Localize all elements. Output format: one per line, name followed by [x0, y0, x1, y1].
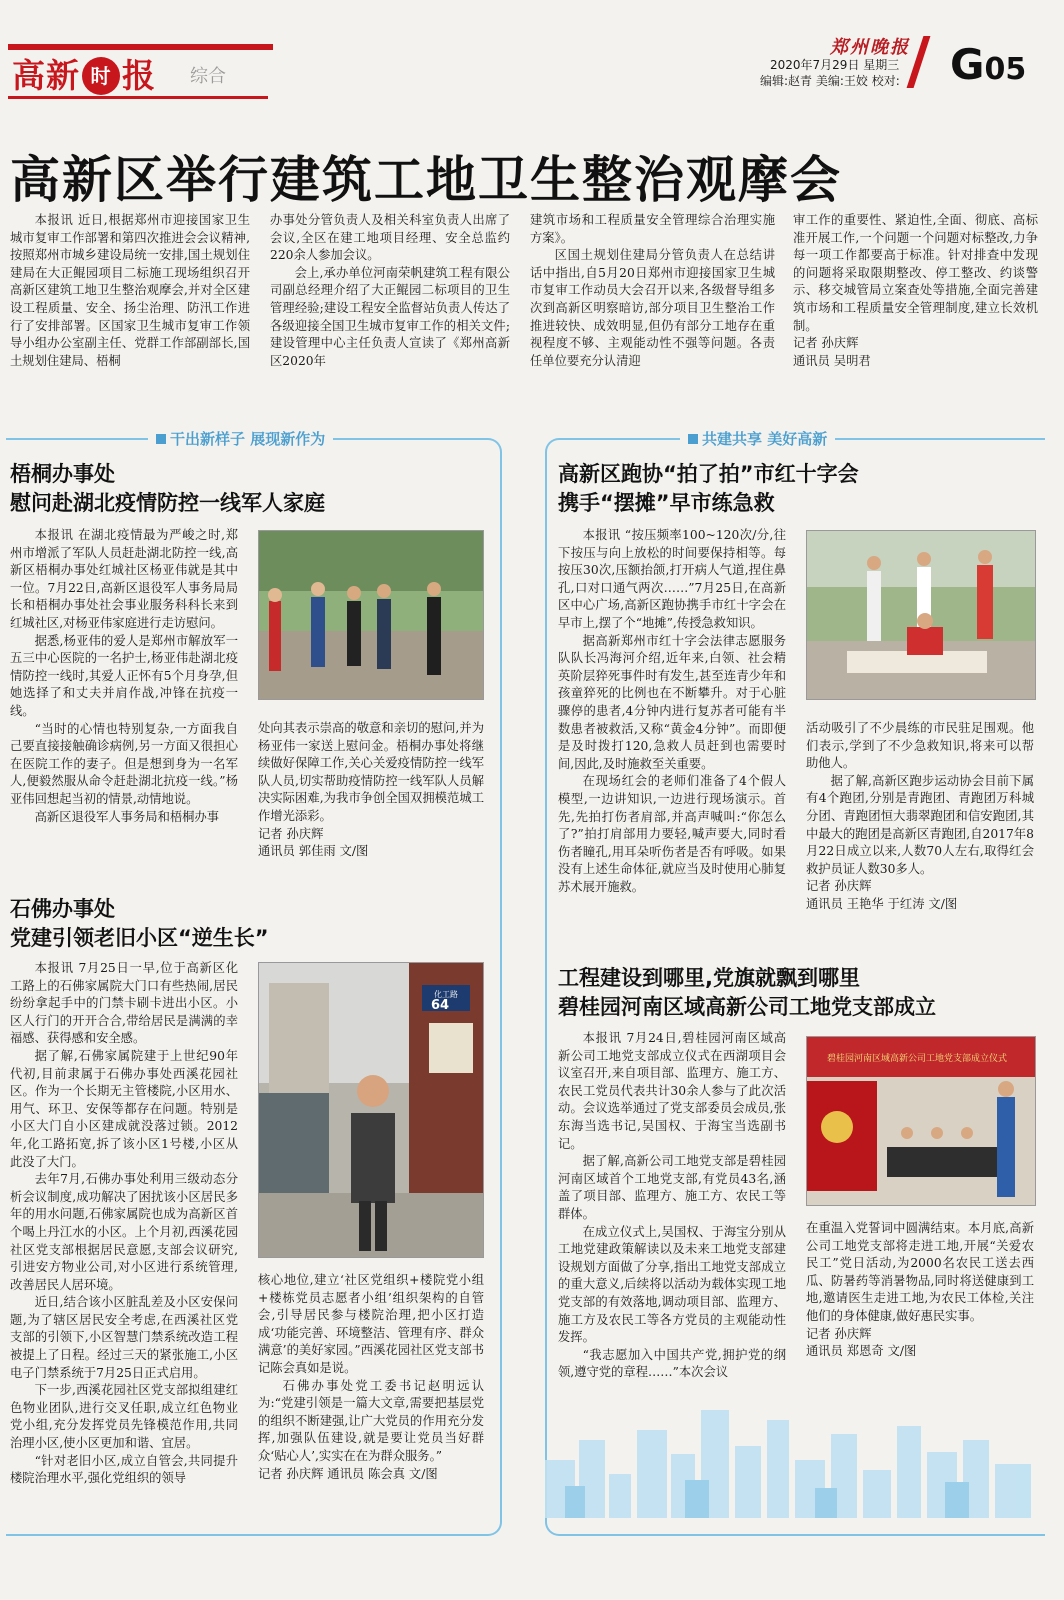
street-sign-number: 64 — [431, 998, 450, 1013]
lead-headline: 高新区举行建筑工地卫生整治观摩会 — [10, 151, 842, 209]
story-firstaid-correspondent: 通讯员 王艳华 于红涛 文/图 — [806, 896, 958, 911]
story-firstaid-col-1: 本报讯 “按压频率100~120次/分,往下按压与向上放松的时间要保持相等。每按压30次,压额抬颌,打开病人气道,捏住鼻孔,口对口通气两次……”7月25日,在高新区中心广场,高新区跑协携手市红十字会在早市上,摆了个“地摊”,传授急救知识。 据高新郑州市红十字会法律志愿服务队队长冯海河介绍,近年来,白领、社会精英阶层猝死事件时有发生,甚至连青少年和孩童猝死的比例也在不断攀升。对于心脏骤停的患者,4分钟内进行复苏者可能有半数患者被救活,又称“黄金4分钟”。而即便是及时拨打120,急救人员赶到也需要时间,因此,及时施救至关重要。 在现场红会的老师们准备了4个假人模型,一边讲知识,一边进行现场演示。首先,先拍打伤者肩部,并高声喊叫:“你怎么了?”拍打肩部用力要轻,喊声要大,同时看伤者瞳孔,用耳朵听伤者是否有呼吸。如果没有上述生命体征,就应当及时使用心肺复苏术展开施救。 — [558, 528, 786, 894]
story-shifo-headline: 石佛办事处 党建引领老旧小区“逆生长” — [10, 897, 269, 950]
story-shifo-credit: 记者 孙庆辉 通讯员 陈会真 文/图 — [258, 1466, 438, 1481]
story-partybranch-col-2: 在重温入党誓词中圆满结束。本月底,高新公司工地党支部将走进工地,开展“关爱农民工”党日活动,为2000名农民工送去西瓜、防暑药等消暑物品,同时将送健康到工地,邀请医生走进工地,为农民工体检,关注他们的身体健康,做好惠民实事。 记者 孙庆辉 通讯员 郑恩奇 文/图 — [806, 1220, 1034, 1361]
editor-credits: 编辑:赵青 美编:王姣 校对: — [760, 74, 900, 88]
story-firstaid-reporter: 记者 孙庆辉 — [806, 879, 872, 894]
photo-cpr-demo — [806, 530, 1036, 700]
lead-column-1: 本报讯 近日,根据郑州市迎接国家卫生城市复审工作部署和第四次推进会会议精神,按照郑州市城乡建设局统一安排,国土规划住建局在大正鲲园项目二标施工现场组织召开高新区建筑工地卫生整治观摩会,并对全区建设工程质量、安全、扬尘治理、防汛工作进行了安排部署。区国家卫生城市复审工作领导小组办公室副主任、党群工作部副部长,国土规划住建局、梧桐 — [10, 213, 250, 368]
story-wutong-headline: 梧桐办事处 慰问赴湖北疫情防控一线军人家庭 — [10, 462, 325, 515]
story-partybranch-col-1: 本报讯 7月24日,碧桂园河南区域高新公司工地党支部成立仪式在西湖项目会议室召开,来自项目部、监理方、施工方、农民工党员代表共计30余人参与了此次活动。会议选举通过了党支部委员会成员,张东海当选书记,吴国权、于海宝当选副书记。 据了解,高新公司工地党支部是碧桂园河南区域首个工地党支部,有党员43名,涵盖了项目部、监理方、施工方、农民工等群体。 在成立仪式上,吴国权、于海宝分别从工地党建政策解读以及未来工地党支部建设规划方面做了分享,指出工地党支部成立的重大意义,后续将以活动为载体实现工地党支部的有效落地,调动项目部、监理方、施工方及农民工等各方党员的主观能动性发挥。 “我志愿加入中国共产党,拥护党的纲领,遵守党的章程……”本次会议 — [558, 1031, 786, 1380]
story-shifo-col-2: 核心地位,建立‘社区党组织+楼院党小组+楼栋党员志愿者小组’组织架构的自管会,引导居民参与楼院治理,把小区打造成‘功能完善、环境整洁、管理有序、群众满意’的美好家园。”西溪花园社区党支部书记陈会真如是说。 石佛办事处党工委书记赵明远认为:“党建引领是一篇大文章,需要把基层党的组织不断建强,让广大党员的作用充分发挥,加强队伍建设,就是要让党员当好群众‘贴心人’,实实在在为群众服务。” 记者 孙庆辉 通讯员 陈会真 文/图 — [258, 1272, 484, 1483]
story-shifo-col-1: 本报讯 7月25日一早,位于高新区化工路上的石佛家属院大门口有些热闹,居民纷纷拿起手中的门禁卡刷卡进出小区。小区人行门的开开合合,带给居民是满满的幸福感、获得感和安全感。 据了解,石佛家属院建于上世纪90年代初,目前隶属于石佛办事处西溪花园社区。作为一个长期无主管楼院,小区用水、用气、环卫、安保等都存在问题。特别是小区大门自小区建成就没落过锁。2012年,化工路拓宽,拆了该小区1号楼,小区从此没了大门。 去年7月,石佛办事处利用三级动态分析会议制度,成功解决了困扰该小区居民多年的用水问题,石佛家属院也成为高新区首个喝上丹江水的小区。上个月初,西溪花园社区党支部根据居民意愿,支部会议研究,引进安方物业公司,对小区进行系统管理,改善居民人居环境。 近日,结合该小区脏乱差及小区安保问题,为了辖区居民安全考虑,在西溪社区党支部的引领下,小区智慧门禁系统改造工程被提上了日程。经过三天的紧张施工,小区电子门禁系统于7月25日正式启用。 下一步,西溪花园社区党支部拟组建红色物业团队,进行交叉任职,成立红色物业党小组,充分发挥党员先锋模范作用,共同治理小区,使小区更加和谐、宜居。 “针对老旧小区,成立自管会,共同提升楼院治理水平,强化党组织的领导 — [10, 961, 238, 1486]
photo-community-gate — [258, 962, 484, 1258]
street-sign-label: 化工路 — [434, 990, 458, 999]
story-wutong-col-1: 本报讯 在湖北疫情最为严峻之时,郑州市增派了军队人员赶赴湖北防控一线,高新区梧桐办事处红城社区杨亚伟就是其中一位。7月22日,高新区退役军人事务局局长和梧桐办事处社会事业服务科科长来到红城社区,对杨亚伟家庭进行走访慰问。 据悉,杨亚伟的爱人是郑州市解放军一五三中心医院的一名护士,杨亚伟赴湖北疫情防控一线时,其爱人正怀有5个月身孕,但她选择了和丈夫并肩作战,冲锋在抗疫一线。 “当时的心情也特别复杂,一方面我自己要直接接触确诊病例,另一方面又很担心在医院工作的妻子。但是想到身为一名军人,便毅然服从命令赶赴湖北抗疫一线。”杨亚伟回想起当初的情景,动情地说。 高新区退役军人事务局和梧桐办事 — [10, 528, 238, 824]
page-number: G05 — [950, 40, 1027, 89]
story-wutong-col-2: 处向其表示崇高的敬意和亲切的慰问,并为杨亚伟一家送上慰问金。梧桐办事处将继续做好保障工作,关心关爱疫情防控一线军队人员,切实帮助疫情防控一线军队人员解决实际困难,为我市争创全国双拥模范城工作增光添彩。 记者 孙庆辉 通讯员 郭佳雨 文/图 — [258, 720, 484, 861]
city-skyline-decoration — [545, 1390, 1035, 1518]
photo-party-branch-ceremony — [806, 1036, 1036, 1206]
ceremony-banner-text: 碧桂园河南区域高新公司工地党支部成立仪式 — [827, 1054, 1008, 1064]
right-kicker: 共建共享 美好高新 — [680, 428, 835, 449]
story-wutong-correspondent: 通讯员 郭佳雨 文/图 — [258, 844, 369, 859]
brand-logo: 高新 时 报 — [12, 56, 156, 95]
section-label: 综合 — [190, 66, 226, 87]
story-partybranch-reporter: 记者 孙庆辉 — [806, 1326, 872, 1341]
masthead-bottom-rule — [8, 96, 268, 99]
photo-military-family-visit — [258, 530, 484, 700]
left-kicker: 干出新样子 展现新作为 — [148, 428, 333, 449]
story-wutong-reporter: 记者 孙庆辉 — [258, 826, 324, 841]
issue-date: 2020年7月29日 星期三 — [770, 58, 900, 72]
red-slash-mark — [907, 36, 931, 88]
paper-name-logo: 郑州晚报 — [830, 37, 910, 58]
story-partybranch-correspondent: 通讯员 郑恩奇 文/图 — [806, 1344, 917, 1359]
lead-reporter: 记者 孙庆辉 — [793, 336, 859, 351]
story-firstaid-headline: 高新区跑协“拍了拍”市红十字会 携手“摆摊”早市练急救 — [558, 462, 859, 515]
story-partybranch-headline: 工程建设到哪里,党旗就飘到哪里 碧桂园河南区域高新公司工地党支部成立 — [558, 966, 936, 1019]
lead-column-2: 办事处分管负责人及相关科室负责人出席了会议,全区在建工地项目经理、安全总监约220余人参加会议。 会上,承办单位河南荣帆建筑工程有限公司副总经理介绍了大正鲲园二标项目的卫生管理经验;建设工程安全监督站负责人传达了各级迎接全国卫生城市复审工作的相关文件;建设管理中心主任负责人宣读了《郑州高新区2020年 — [270, 213, 510, 368]
story-firstaid-col-2: 活动吸引了不少晨练的市民驻足围观。他们表示,学到了不少急救知识,将来可以帮助他人。 据了解,高新区跑步运动协会目前下属有4个跑团,分别是青跑团、青跑团万科城分团、青跑团恒大翡翠跑团和信安跑团,其中最大的跑团是高新区青跑团,自2017年8月22日成立以来,人数70人左右,取得红会救护员证人数30多人。 记者 孙庆辉 通讯员 王艳华 于红涛 文/图 — [806, 720, 1034, 914]
lead-column-4: 审工作的重要性、紧迫性,全面、彻底、高标准开展工作,一个问题一个问题对标整改,力争每一项工作都要高于标准。针对排查中发现的问题将采取限期整改、停工整改、约谈警示、移交城管局立案查处等措施,全面完善建筑市场和工程质量安全管理制度,建立长效机制。 记者 孙庆辉 通讯员 吴明君 — [793, 212, 1038, 370]
lead-column-3: 建筑市场和工程质量安全管理综合治理实施方案》。 区国土规划住建局分管负责人在总结讲话中指出,自5月20日郑州市迎接国家卫生城市复审工作动员大会召开以来,各级督导组多次到高新区明察暗访,部分项目卫生整治工作推进较快、成效明显,但仍有部分工地存在重视程度不够、主观能动性不强等问题。各责任单位要充分认清迎 — [530, 213, 775, 368]
lead-correspondent: 通讯员 吴明君 — [793, 353, 871, 368]
